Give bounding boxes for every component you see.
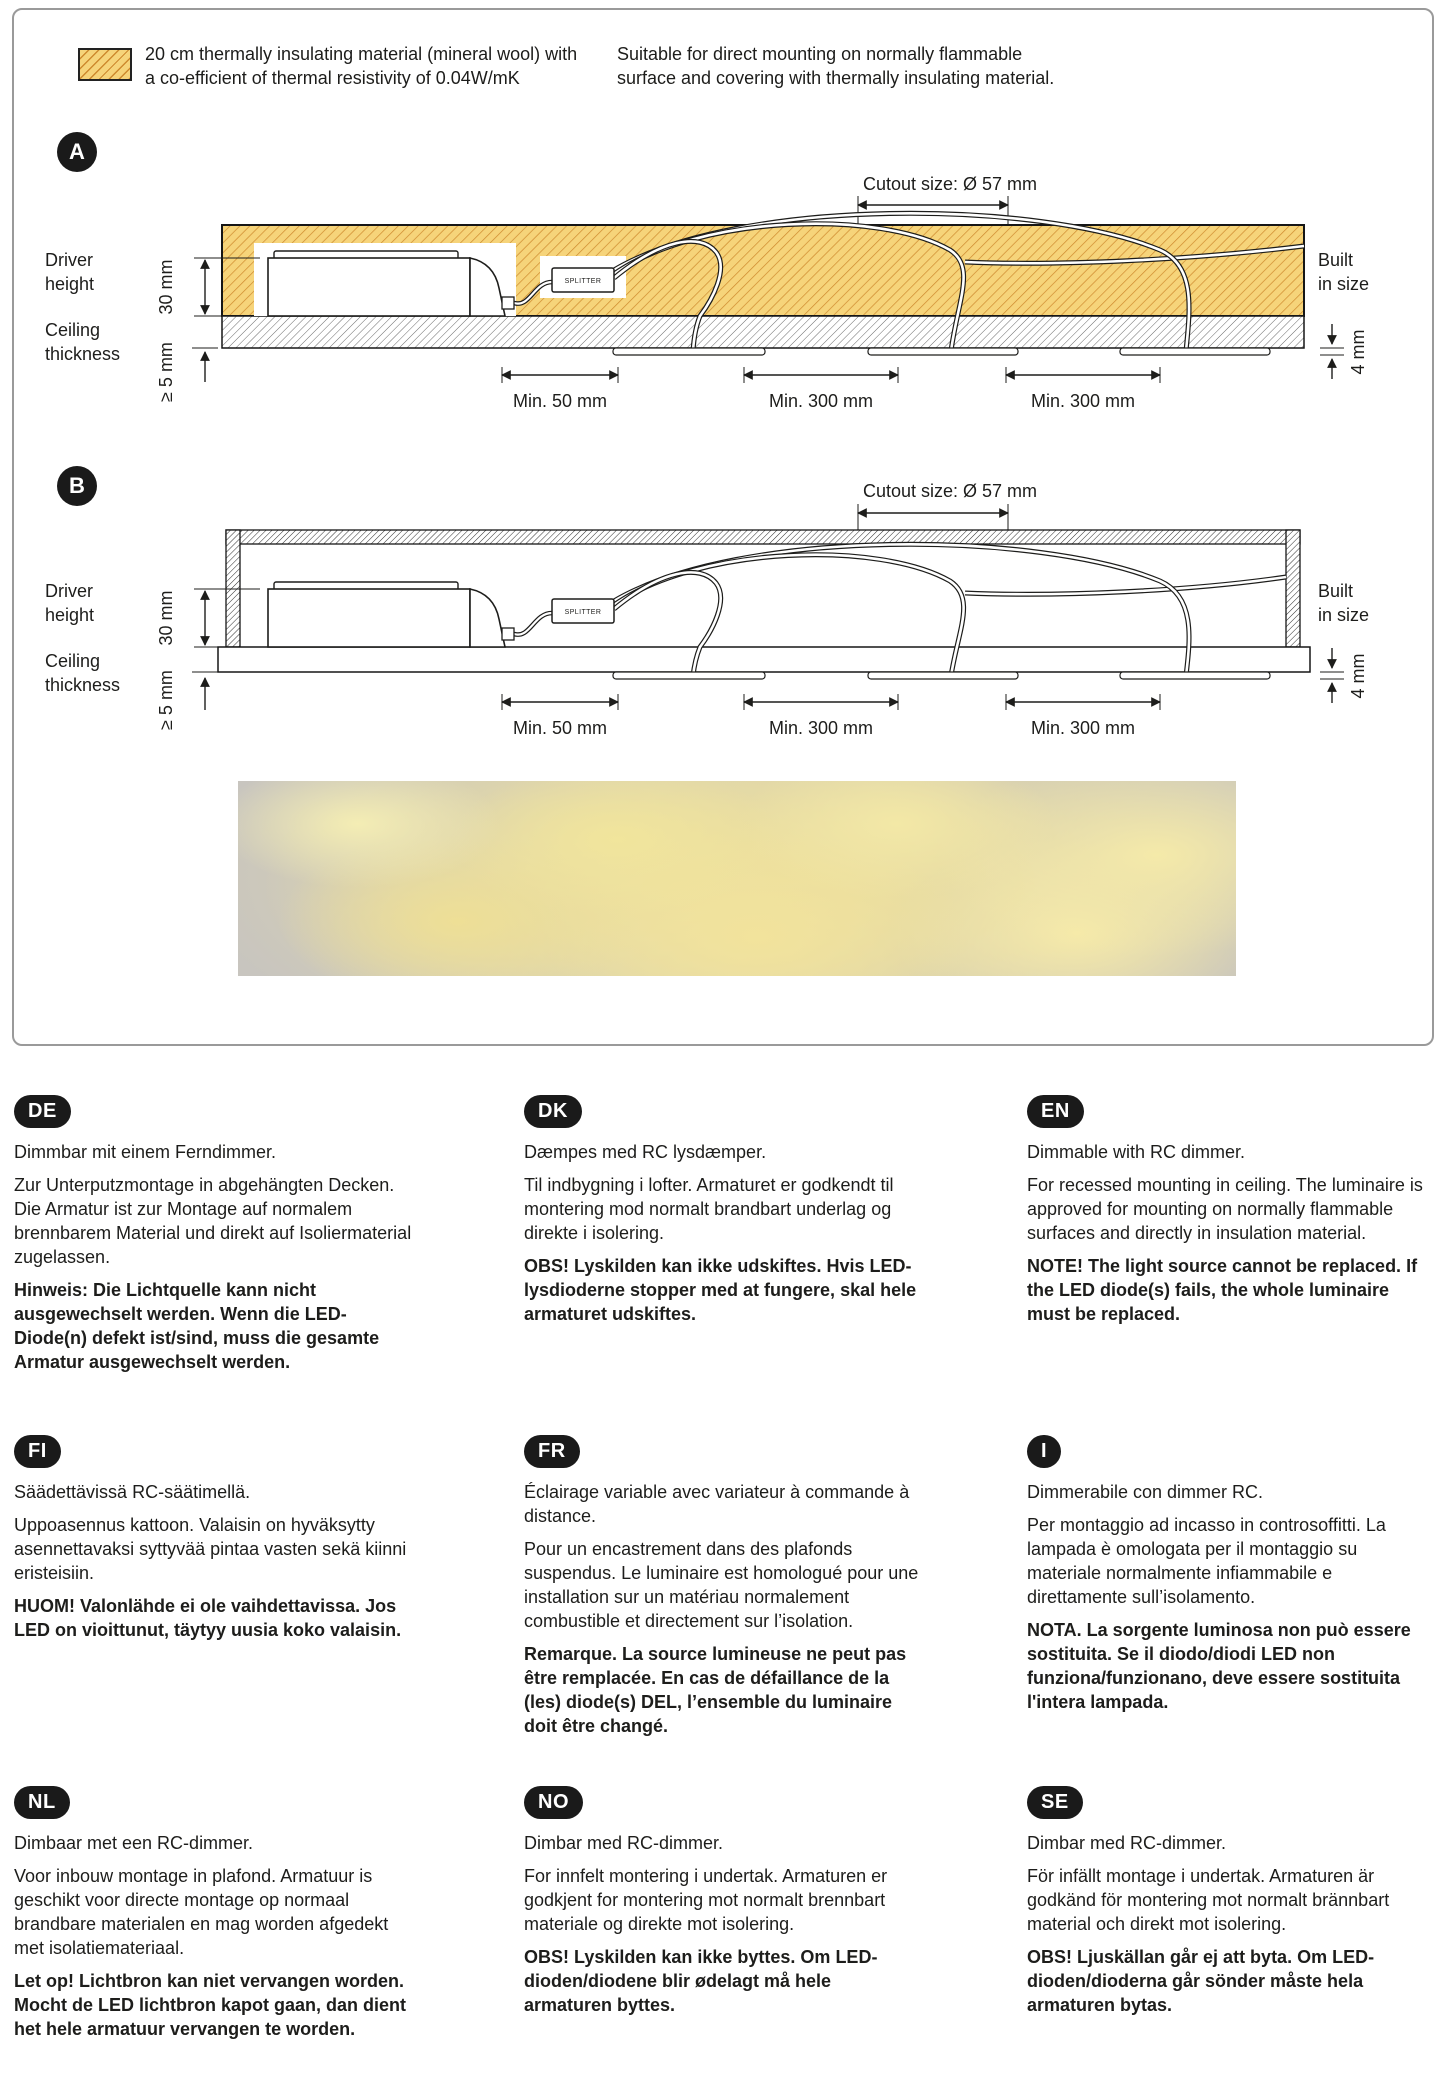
cutout-size-label-a: Cutout size: Ø 57 mm bbox=[862, 174, 1038, 194]
body-text: Uppoasennus kattoon. Valaisin on hyväksytty asennettavaksi syttyvää pintaa vasten sekä kiinni eristeisiin. bbox=[14, 1515, 407, 1583]
section-se bbox=[1027, 1786, 1427, 2017]
driver-height-label: Driver bbox=[45, 250, 93, 270]
enclosure-top bbox=[226, 530, 1300, 544]
lang-badge-fi: FI bbox=[14, 1435, 61, 1468]
ceiling-slab bbox=[218, 647, 1310, 672]
mineral-wool-photo bbox=[238, 781, 1236, 976]
lang-badge-no: NO bbox=[524, 1786, 583, 1819]
downlight-puck bbox=[613, 348, 765, 355]
section-it bbox=[1027, 1435, 1427, 1714]
note-text: OBS! Lyskilden kan ikke udskiftes. Hvis LED-lysdioderne stopper med at fungere, skal hele armaturet udskiftes. bbox=[524, 1256, 917, 1324]
downlight-puck bbox=[1120, 348, 1270, 355]
dim-30mm-label: 30 mm bbox=[156, 259, 176, 315]
legend-right-line2: surface and covering with thermally insulating material. bbox=[617, 68, 1055, 88]
legend-right-text bbox=[617, 42, 1054, 90]
note-text: OBS! Ljuskällan går ej att byta. Om LED-dioden/dioderna går sönder måste hela armaturen bytas. bbox=[1027, 1947, 1375, 2015]
min-300-label: Min. 300 mm bbox=[1030, 718, 1136, 738]
intro-text: Dimmable with RC dimmer. bbox=[1027, 1142, 1246, 1162]
splitter-label-a: SPLITTER bbox=[564, 278, 602, 285]
ceiling-thickness-label: Ceiling bbox=[45, 651, 101, 671]
dim-4mm-label: 4 mm bbox=[1348, 329, 1368, 375]
driver-connector bbox=[502, 297, 514, 309]
min-300-label: Min. 300 mm bbox=[1030, 391, 1136, 411]
driver-cap bbox=[470, 589, 505, 647]
min-50-label: Min. 50 mm bbox=[512, 391, 608, 411]
body-text: For recessed mounting in ceiling. The luminaire is approved for mounting on normally flammable surfaces and directly in insulation material. bbox=[1027, 1175, 1423, 1243]
min-300-label: Min. 300 mm bbox=[768, 391, 874, 411]
body-text: Pour un encastrement dans des plafonds suspendus. Le luminaire est homologué pour une installation sur un matériau normalement combustible et directement sur l’isolation. bbox=[524, 1539, 919, 1631]
note-text: OBS! Lyskilden kan ikke byttes. Om LED-dioden/diodene blir ødelagt må hele armaturen byttes. bbox=[524, 1947, 878, 2015]
downlight-puck bbox=[868, 348, 1018, 355]
section-no bbox=[524, 1786, 924, 2017]
legend-left-text bbox=[145, 42, 577, 90]
downlight-puck bbox=[868, 672, 1018, 679]
diagram-b bbox=[0, 450, 1445, 750]
section-nl bbox=[14, 1786, 414, 2041]
section-de bbox=[14, 1095, 414, 1374]
note-text: Remarque. La source lumineuse ne peut pas être remplacée. En cas de défaillance de la (les) diode(s) DEL, l’ensemble du luminaire doit être changé. bbox=[524, 1644, 907, 1736]
note-text: NOTA. La sorgente luminosa non può essere sostituita. Se il diodo/diodi LED non funziona/funzionano, deve essere sostituita l'intera lampada. bbox=[1027, 1620, 1411, 1712]
driver-box bbox=[268, 589, 470, 647]
section-fr bbox=[524, 1435, 924, 1738]
body-text: For innfelt montering i undertak. Armaturen er godkjent for montering mot normalt brennbart materiale og direkte mot isolering. bbox=[524, 1866, 888, 1934]
driver-height-label: Driver bbox=[45, 581, 93, 601]
lang-badge-nl: NL bbox=[14, 1786, 70, 1819]
body-text: För infällt montage i undertak. Armaturen är godkänd för montering mot normalt brännbart material och direkt mot isolering. bbox=[1027, 1866, 1390, 1934]
dim-ge5mm-label: ≥ 5 mm bbox=[156, 670, 176, 730]
built-in-size-label: in size bbox=[1318, 274, 1370, 294]
legend-left-line1: 20 cm thermally insulating material (mineral wool) with bbox=[145, 44, 578, 64]
lang-badge-se: SE bbox=[1027, 1786, 1083, 1819]
note-text: Let op! Lichtbron kan niet vervangen worden. Mocht de LED lichtbron kapot gaan, dan dient het hele armatuur vervangen te worden. bbox=[14, 1971, 407, 2039]
lang-badge-it: I bbox=[1027, 1435, 1061, 1468]
dim-4mm-label: 4 mm bbox=[1348, 653, 1368, 699]
built-in-size-label: Built bbox=[1318, 250, 1354, 270]
ceiling-thickness-label: thickness bbox=[45, 344, 121, 364]
downlight-puck bbox=[613, 672, 765, 679]
section-en bbox=[1027, 1095, 1427, 1326]
diagram-a-badge: A bbox=[57, 132, 97, 172]
note-text: Hinweis: Die Lichtquelle kann nicht ausgewechselt werden. Wenn die LED-Diode(n) defekt ist/sind, muss die gesamte Armatur ausgewechselt werden. bbox=[14, 1280, 380, 1372]
driver-connector bbox=[502, 628, 514, 640]
legend-right-line1: Suitable for direct mounting on normally flammable bbox=[617, 44, 1023, 64]
splitter-label-b: SPLITTER bbox=[564, 609, 602, 616]
intro-text: Dimbar med RC-dimmer. bbox=[524, 1833, 724, 1853]
downlight-puck bbox=[1120, 672, 1270, 679]
legend-left-line2: a co-efficient of thermal resistivity of 0.04W/mK bbox=[145, 68, 520, 88]
intro-text: Éclairage variable avec variateur à commande à distance. bbox=[524, 1482, 910, 1526]
min-300-label: Min. 300 mm bbox=[768, 718, 874, 738]
insulation-legend-swatch bbox=[78, 48, 132, 81]
note-text: HUOM! Valonlähde ei ole vaihdettavissa. Jos LED on vioittunut, täytyy uusia koko valaisin. bbox=[14, 1596, 402, 1640]
intro-text: Dimbar med RC-dimmer. bbox=[1027, 1833, 1227, 1853]
ceiling-thickness-label: thickness bbox=[45, 675, 121, 695]
dim-30mm-label: 30 mm bbox=[156, 590, 176, 646]
ceiling-thickness-label: Ceiling bbox=[45, 320, 101, 340]
intro-text: Dimmerabile con dimmer RC. bbox=[1027, 1482, 1264, 1502]
dim-ge5mm-label: ≥ 5 mm bbox=[156, 342, 176, 402]
diagram-b-badge: B bbox=[57, 466, 97, 506]
built-in-size-label: Built bbox=[1318, 581, 1354, 601]
driver-box bbox=[268, 258, 470, 316]
lang-badge-fr: FR bbox=[524, 1435, 580, 1468]
cutout-size-label-b: Cutout size: Ø 57 mm bbox=[862, 481, 1038, 501]
lang-badge-en: EN bbox=[1027, 1095, 1084, 1128]
min-50-label: Min. 50 mm bbox=[512, 718, 608, 738]
built-in-size-label: in size bbox=[1318, 605, 1370, 625]
driver-height-label: height bbox=[45, 274, 95, 294]
intro-text: Dimbaar met een RC-dimmer. bbox=[14, 1833, 254, 1853]
section-fi bbox=[14, 1435, 414, 1642]
intro-text: Dimmbar mit einem Ferndimmer. bbox=[14, 1142, 277, 1162]
intro-text: Dæmpes med RC lysdæmper. bbox=[524, 1142, 767, 1162]
lang-badge-de: DE bbox=[14, 1095, 71, 1128]
lang-badge-dk: DK bbox=[524, 1095, 582, 1128]
section-dk bbox=[524, 1095, 924, 1326]
driver-height-label: height bbox=[45, 605, 95, 625]
body-text: Til indbygning i lofter. Armaturet er godkendt til montering mod normalt brandbart underlag og direkte i isolering. bbox=[524, 1175, 894, 1243]
body-text: Voor inbouw montage in plafond. Armatuur is geschikt voor directe montage op normaal brandbare materialen en mag worden afgedekt met isolatiemateriaal. bbox=[14, 1866, 389, 1958]
intro-text: Säädettävissä RC-säätimellä. bbox=[14, 1482, 251, 1502]
ceiling-slab bbox=[222, 316, 1304, 348]
body-text: Zur Unterputzmontage in abgehängten Decken. Die Armatur ist zur Montage auf normalem brennbarem Material und direkt auf Isoliermaterial zugelassen. bbox=[14, 1175, 412, 1267]
diagram-a bbox=[0, 120, 1445, 425]
note-text: NOTE! The light source cannot be replaced. If the LED diode(s) fails, the whole luminaire must be replaced. bbox=[1027, 1256, 1418, 1324]
enclosure-right bbox=[1286, 530, 1300, 647]
body-text: Per montaggio ad incasso in controsoffitti. La lampada è omologata per il montaggio su materiale normalmente infiammabile e direttamente sull’isolamento. bbox=[1027, 1515, 1386, 1607]
